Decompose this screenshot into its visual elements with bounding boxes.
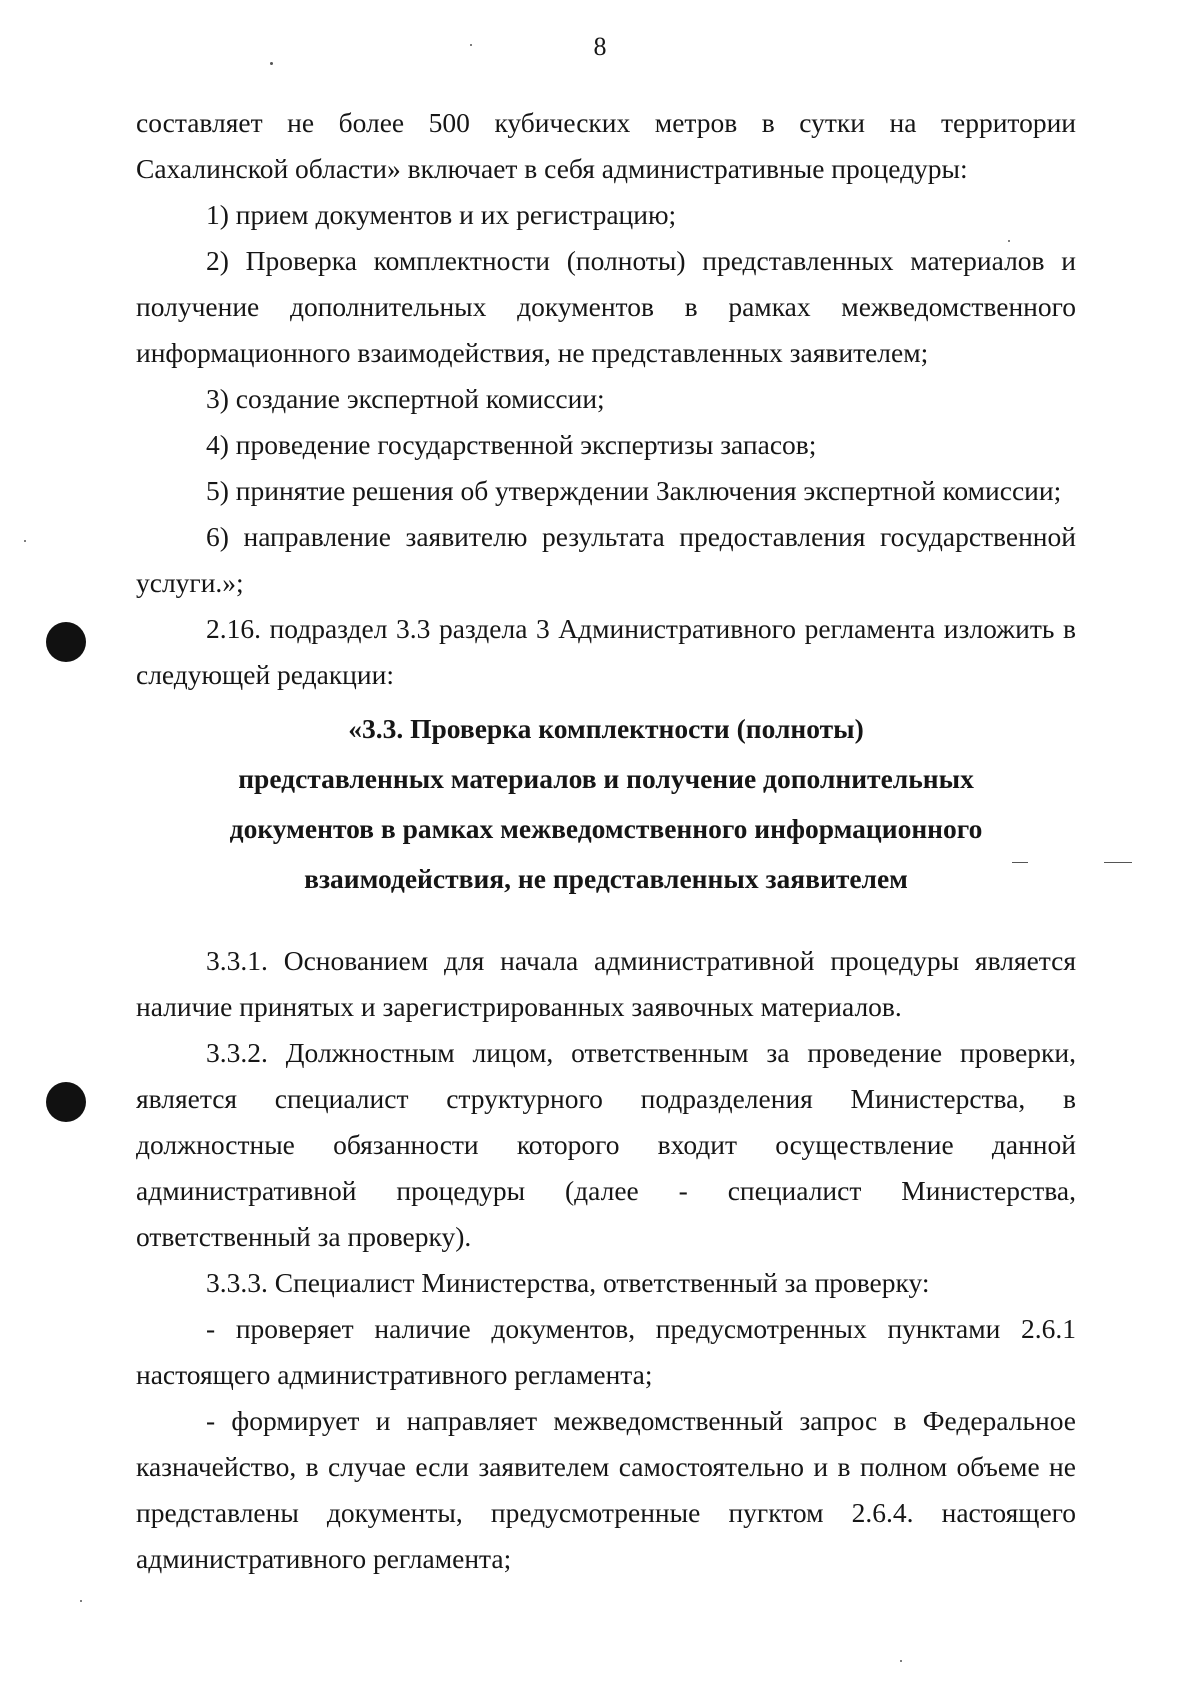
clause-paragraph: - проверяет наличие документов, предусмотренных пунктами 2.6.1 настоящего административного регламента;	[136, 1313, 1076, 1390]
scan-speck	[24, 540, 26, 542]
procedure-item: 1) прием документов и их регистрацию;	[206, 199, 677, 230]
clause-list	[136, 938, 1076, 1582]
section-heading-line: представленных материалов и получение дополнительных	[238, 763, 974, 794]
intro-paragraph: составляет не более 500 кубических метров в сутки на территории Сахалинской области» включает в себя административные процедуры:	[136, 107, 1076, 184]
procedure-item: 4) проведение государственной экспертизы запасов;	[206, 429, 817, 460]
section-heading-line: «3.3. Проверка комплектности (полноты)	[348, 713, 864, 744]
scan-speck	[900, 1660, 902, 1662]
scan-speck	[80, 1600, 82, 1602]
section-heading-line: взаимодействия, не представленных заявителем	[304, 863, 908, 894]
procedure-item: 6) направление заявителю результата предоставления государственной услуги.»;	[136, 521, 1076, 598]
scan-speck	[270, 62, 273, 65]
clause-paragraph: 3.3.2. Должностным лицом, ответственным за проведение проверки, является специалист структурного подразделения Министерства, в должностные обязанности которого входит осуществление данной административной процедуры (далее - специалист Министерства, ответственный за проверку).	[136, 1037, 1076, 1252]
procedure-item: 5) принятие решения об утверждении Заключения экспертной комиссии;	[206, 475, 1062, 506]
clause-paragraph: 3.3.3. Специалист Министерства, ответственный за проверку:	[206, 1267, 930, 1298]
scan-speck	[1008, 240, 1010, 242]
procedure-list	[136, 192, 1076, 606]
scan-speck	[1104, 862, 1132, 863]
binder-hole	[46, 622, 86, 662]
section-heading	[136, 704, 1076, 904]
binder-hole	[46, 1082, 86, 1122]
scan-speck	[1012, 862, 1028, 863]
procedure-item: 3) создание экспертной комиссии;	[206, 383, 605, 414]
section-heading-line: документов в рамках межведомственного информационного	[229, 813, 983, 844]
document-body	[136, 100, 1076, 1582]
amendment-paragraph: 2.16. подраздел 3.3 раздела 3 Административного регламента изложить в следующей редакции:	[136, 613, 1076, 690]
clause-paragraph: - формирует и направляет межведомственный запрос в Федеральное казначейство, в случае если заявителем самостоятельно и в полном объеме не представлены документы, предусмотренные пугктом 2.6.4. настоящего административного регламента;	[136, 1405, 1076, 1574]
clause-paragraph: 3.3.1. Основанием для начала административной процедуры является наличие принятых и зарегистрированных заявочных материалов.	[136, 945, 1076, 1022]
scan-speck	[470, 44, 472, 46]
page-number: 8	[593, 32, 607, 61]
procedure-item: 2) Проверка комплектности (полноты) представленных материалов и получение дополнительных документов в рамках межведомственного информационного взаимодействия, не представленных заявителем;	[136, 245, 1076, 368]
